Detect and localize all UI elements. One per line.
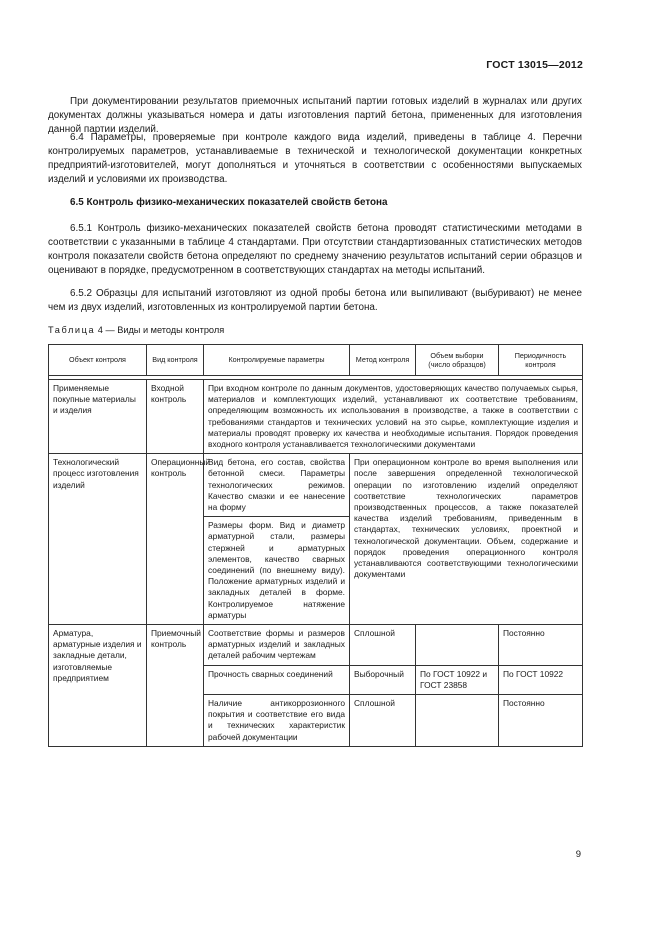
row3-volume-2: По ГОСТ 10922 и ГОСТ 23858 <box>416 665 499 694</box>
row3-method-1: Сплошной <box>350 625 416 666</box>
paragraph-6-4: 6.4 Параметры, проверяемые при контроле каждого вида изделий, приведены в таблице 4. Перечни контролируемых параметров, устанавливаемые в технической и технологической документации конкретных предприятий-изготовителей, могут дополняться и уточняться в соответствии с особенностями выпускаемых изделий и условиями их производства. <box>48 132 582 186</box>
table-caption <box>48 325 224 335</box>
section-heading-6-5: 6.5 Контроль физико-механических показателей свойств бетона <box>70 197 388 208</box>
row3-volume-3 <box>416 695 499 747</box>
row3-param-3: Наличие антикоррозионного покрытия и соответствие его вида и технических характеристик рабочей документации <box>204 695 350 747</box>
header-params: Контролируемые параметры <box>204 345 350 376</box>
table-row <box>49 625 583 666</box>
row3-method-3: Сплошной <box>350 695 416 747</box>
page-number: 9 <box>575 849 581 860</box>
row3-param-2: Прочность сварных соединений <box>204 665 350 694</box>
table-row <box>49 454 583 517</box>
row3-object: Арматура, арматурные изделия и закладные детали, изготовляемые предприятием <box>49 625 147 747</box>
header-volume: Объем выборки (число образцов) <box>416 345 499 376</box>
table-header-row <box>49 345 583 376</box>
row2-kind: Операционный контроль <box>147 454 204 625</box>
row2-object: Технологический процесс изготовления изделий <box>49 454 147 625</box>
row1-object: Применяемые покупные материалы и изделия <box>49 380 147 454</box>
row3-volume-1 <box>416 625 499 666</box>
table-caption-label: Таблица <box>48 325 96 335</box>
row3-param-1: Соответствие формы и размеров арматурных изделий и закладных деталей рабочим чертежам <box>204 625 350 666</box>
table-caption-title: 4 — Виды и методы контроля <box>95 325 225 335</box>
row3-period-2: По ГОСТ 10922 <box>499 665 583 694</box>
paragraph-results: При документировании результатов приемочных испытаний партии готовых изделий в журналах или других документах должны указываться номера и даты изготовления партий бетона, примененных для изготовления данной партии изделий. <box>48 96 582 136</box>
row1-kind: Входной контроль <box>147 380 204 454</box>
row3-period-3: Постоянно <box>499 695 583 747</box>
row1-description: При входном контроле по данным документов, удостоверяющих качество получаемых сырья, материалов и комплектующих изделий, устанавливают их соответствие требованиям, определяющим возможность их использования в производстве, а также в соответствии с требованиями стандартов и технических условий на это сырье, комплектующие изделия и материалы проводят проверку их качества и необходимые испытания. Порядок проведения входного контроля устанавливается технологическими документами <box>204 380 583 454</box>
table-row <box>49 380 583 454</box>
standard-number: ГОСТ 13015—2012 <box>486 59 583 71</box>
row3-method-2: Выборочный <box>350 665 416 694</box>
row3-kind: Приемочный контроль <box>147 625 204 747</box>
header-object: Объект контроля <box>49 345 147 376</box>
row3-period-1: Постоянно <box>499 625 583 666</box>
header-kind: Вид контроля <box>147 345 204 376</box>
row2-param-2: Размеры форм. Вид и диаметр арматурной стали, размеры стержней и арматурных элементов, качество сварных соединений (по внешнему виду). Положение арматурных изделий и закладных деталей в форме. Контролируемое натяжение арматуры <box>204 517 350 625</box>
paragraph-6-5-2: 6.5.2 Образцы для испытаний изготовляют из одной пробы бетона или выпиливают (выбуривают) не менее чем из двух изделий, изготовленных из контролируемой партии бетона. <box>48 288 582 314</box>
header-method: Метод контроля <box>350 345 416 376</box>
paragraph-6-5-1: 6.5.1 Контроль физико-механических показателей свойств бетона проводят статистическими методами в соответствии с указанными в таблице 4 стандартами. При отсутствии стандартизованных статистических методов контроля показатели свойств бетона определяют по среднему значению результатов испытаний серии образцов и оценивают в порядке, предусмотренном в соответствующих стандартах на методы испытаний. <box>48 223 582 277</box>
row2-description: При операционном контроле во время выполнения или после завершения определенной технологической операции по изготовлению изделий определяют соответствие технологических параметров производственных процессов, а также показателей качества изделий требованиям, приведенным в стандартах, технических условиях, проектной и технологической документации. Объем, содержание и порядок проведения операционного контроля устанавливаются соответствующими технологическими документами <box>350 454 583 625</box>
header-period: Периодичность контроля <box>499 345 583 376</box>
control-table <box>48 344 583 747</box>
row2-param-1: Вид бетона, его состав, свойства бетонной смеси. Параметры технологических режимов. Качество смазки и ее нанесение на форму <box>204 454 350 517</box>
